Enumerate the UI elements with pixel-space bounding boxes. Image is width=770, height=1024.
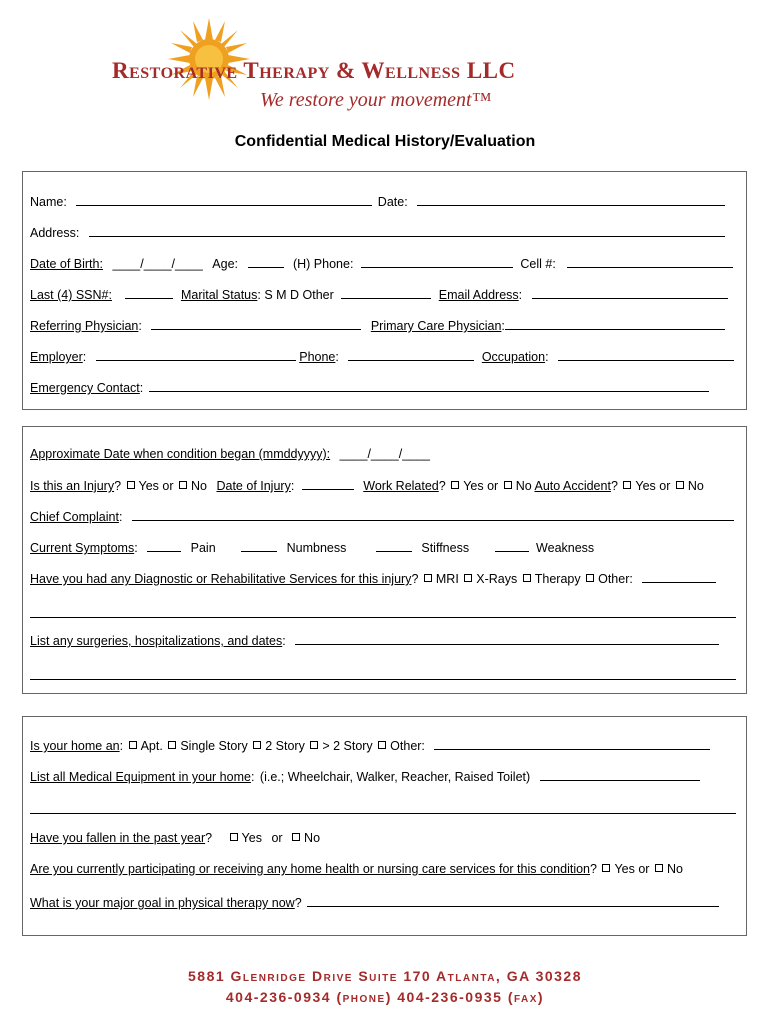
mri-label: MRI bbox=[435, 572, 459, 586]
diag-other-label: Other: bbox=[598, 572, 633, 586]
occupation-label: Occupation bbox=[481, 350, 546, 364]
home-type-row: Is your home an: Apt. Single Story 2 Story > 2 Story Other: bbox=[30, 738, 710, 754]
work-no-label: No bbox=[515, 479, 532, 493]
dob-row bbox=[30, 256, 733, 272]
footer-address: 5881 Glenridge Drive Suite 170 Atlanta, GA 30328 bbox=[188, 968, 582, 984]
weakness-label: Weakness bbox=[536, 541, 595, 555]
or-label: or bbox=[659, 479, 671, 493]
diag-extra-line[interactable] bbox=[30, 617, 736, 618]
equipment-example: (i.e.; Wheelchair, Walker, Reacher, Raised Toilet) bbox=[259, 770, 531, 784]
primary-label: Primary Care Physician bbox=[370, 319, 502, 333]
auto-no-checkbox[interactable] bbox=[676, 481, 684, 489]
name-field[interactable] bbox=[76, 194, 372, 206]
referring-label: Referring Physician bbox=[30, 319, 139, 333]
fallen-yes-label: Yes bbox=[241, 831, 262, 845]
approx-date-field[interactable]: ____/____/____ bbox=[339, 447, 431, 461]
age-field[interactable] bbox=[248, 256, 284, 268]
footer-phones: 404-236-0934 (phone) 404-236-0935 (fax) bbox=[225, 989, 545, 1005]
work-yes-checkbox[interactable] bbox=[451, 481, 459, 489]
injury-no-label: No bbox=[191, 479, 207, 493]
home-type-label: Is your home an bbox=[30, 739, 120, 753]
fallen-yes-checkbox[interactable] bbox=[230, 833, 238, 841]
or-label: or bbox=[162, 479, 174, 493]
physician-row: Referring Physician: Primary Care Physician: bbox=[30, 318, 725, 334]
or-label: or bbox=[271, 831, 283, 845]
cell-label: Cell #: bbox=[520, 257, 556, 271]
home-other-checkbox[interactable] bbox=[378, 741, 386, 749]
date-injury-field[interactable] bbox=[302, 478, 354, 490]
symptoms-label: Current Symptoms bbox=[30, 541, 135, 555]
ssn-label: Last (4) SSN#: bbox=[30, 288, 112, 302]
surgeries-label: List any surgeries, hospitalizations, and dates bbox=[30, 634, 283, 648]
pain-label: Pain bbox=[190, 541, 216, 555]
participating-no-label: No bbox=[666, 862, 683, 876]
equipment-row: List all Medical Equipment in your home: (i.e.; Wheelchair, Walker, Reacher, Raised Toilet) bbox=[30, 769, 700, 785]
personal-info-section bbox=[22, 171, 747, 410]
or-label: or bbox=[487, 479, 499, 493]
chief-field[interactable] bbox=[132, 509, 734, 521]
employer-field[interactable] bbox=[96, 349, 296, 361]
therapy-checkbox[interactable] bbox=[523, 574, 531, 582]
diag-other-field[interactable] bbox=[642, 571, 716, 583]
work-related-label: Work Related bbox=[363, 479, 439, 493]
equipment-field[interactable] bbox=[540, 769, 700, 781]
logo bbox=[0, 18, 770, 111]
ssn-row: Last (4) SSN#: Marital Status: S M D Other Email Address: bbox=[30, 287, 728, 303]
xray-checkbox[interactable] bbox=[464, 574, 472, 582]
numbness-field[interactable] bbox=[241, 540, 277, 552]
approx-date-label: Approximate Date when condition began (mmddyyyy): bbox=[30, 447, 331, 461]
stiffness-field[interactable] bbox=[376, 540, 412, 552]
address-row bbox=[30, 225, 725, 241]
goal-label: What is your major goal in physical therapy now bbox=[30, 896, 295, 910]
participating-yes-checkbox[interactable] bbox=[602, 864, 610, 872]
marital-other-field[interactable] bbox=[341, 287, 431, 299]
injury-yes-checkbox[interactable] bbox=[127, 481, 135, 489]
surgeries-field[interactable] bbox=[295, 633, 719, 645]
home-other-field[interactable] bbox=[434, 738, 710, 750]
marital-label: Marital Status bbox=[180, 288, 258, 302]
stiffness-label: Stiffness bbox=[421, 541, 470, 555]
injury-row: Is this an Injury? Yes or No Date of Injury: Work Related? Yes or No Auto Accident? Yes or No bbox=[30, 479, 704, 493]
name-row bbox=[30, 194, 725, 210]
fallen-row: Have you fallen in the past year? Yes or No bbox=[30, 831, 321, 845]
work-no-checkbox[interactable] bbox=[504, 481, 512, 489]
auto-yes-label: Yes bbox=[635, 479, 656, 493]
home-phone-field[interactable] bbox=[361, 256, 513, 268]
goal-field[interactable] bbox=[307, 895, 719, 907]
home-phone-label: (H) Phone: bbox=[292, 257, 354, 271]
email-label: Email Address bbox=[438, 288, 519, 302]
home-other-label: Other: bbox=[390, 739, 425, 753]
injury-label: Is this an Injury bbox=[30, 479, 115, 493]
auto-accident-label: Auto Accident bbox=[534, 479, 611, 493]
surgeries-extra-line[interactable] bbox=[30, 679, 736, 680]
occupation-field[interactable] bbox=[558, 349, 734, 361]
numbness-label: Numbness bbox=[286, 541, 347, 555]
chief-row: Chief Complaint: bbox=[30, 509, 734, 525]
marital-options: : S M D Other bbox=[257, 288, 334, 302]
date-label: Date: bbox=[377, 195, 408, 209]
emergency-field[interactable] bbox=[149, 380, 709, 392]
gt2-story-checkbox[interactable] bbox=[310, 741, 318, 749]
symptoms-row: Current Symptoms: Pain Numbness Stiffness Weakness bbox=[30, 541, 595, 555]
participating-label: Are you currently participating or receiving any home health or nursing care services for this condition bbox=[30, 862, 590, 876]
name-label: Name: bbox=[30, 195, 67, 209]
work-yes-label: Yes bbox=[463, 479, 484, 493]
or-label: or bbox=[638, 862, 650, 876]
email-field[interactable] bbox=[532, 287, 728, 299]
referring-field[interactable] bbox=[151, 318, 361, 330]
employer-label: Employer bbox=[30, 350, 83, 364]
participating-no-checkbox[interactable] bbox=[655, 864, 663, 872]
diagnostic-label: Have you had any Diagnostic or Rehabilitative Services for this injury bbox=[30, 572, 412, 586]
two-story-checkbox[interactable] bbox=[253, 741, 261, 749]
injury-yes-label: Yes bbox=[138, 479, 159, 493]
address-label: Address: bbox=[30, 226, 80, 240]
date-injury-label: Date of Injury bbox=[216, 479, 291, 493]
employer-row: Employer: Phone: Occupation: bbox=[30, 349, 734, 365]
company-tagline: We restore your movement™ bbox=[260, 89, 492, 111]
date-field[interactable] bbox=[417, 194, 725, 206]
apt-checkbox[interactable] bbox=[129, 741, 137, 749]
home-section bbox=[22, 716, 747, 936]
diag-other-checkbox[interactable] bbox=[586, 574, 594, 582]
single-story-label: Single Story bbox=[180, 739, 248, 753]
chief-label: Chief Complaint bbox=[30, 510, 119, 524]
participating-row: Are you currently participating or receiving any home health or nursing care services for this condition? Yes or No bbox=[30, 862, 683, 876]
dob-field[interactable]: ____/____/____ bbox=[112, 257, 203, 271]
diagnostic-row: Have you had any Diagnostic or Rehabilitative Services for this injury? MRI X-Rays Therapy Other: bbox=[30, 571, 716, 587]
approx-date-row bbox=[30, 447, 430, 462]
emergency-label: Emergency Contact bbox=[30, 381, 140, 395]
xray-label: X-Rays bbox=[476, 572, 518, 586]
gt2-story-label: > 2 Story bbox=[322, 739, 373, 753]
company-name: Restorative Therapy & Wellness LLC bbox=[112, 58, 516, 83]
injury-no-checkbox[interactable] bbox=[179, 481, 187, 489]
dob-label: Date of Birth: bbox=[30, 257, 103, 271]
mri-checkbox[interactable] bbox=[424, 574, 432, 582]
page-title: Confidential Medical History/Evaluation bbox=[234, 133, 536, 150]
two-story-label: 2 Story bbox=[265, 739, 305, 753]
address-field[interactable] bbox=[89, 225, 725, 237]
pain-field[interactable] bbox=[147, 540, 181, 552]
participating-yes-label: Yes bbox=[614, 862, 635, 876]
emergency-row: Emergency Contact: bbox=[30, 380, 709, 396]
auto-yes-checkbox[interactable] bbox=[623, 481, 631, 489]
single-story-checkbox[interactable] bbox=[168, 741, 176, 749]
fallen-no-checkbox[interactable] bbox=[292, 833, 300, 841]
ssn-field[interactable] bbox=[125, 287, 173, 299]
phone-field[interactable] bbox=[348, 349, 474, 361]
surgeries-row: List any surgeries, hospitalizations, and dates: bbox=[30, 633, 719, 649]
primary-field[interactable] bbox=[505, 318, 725, 330]
goal-row: What is your major goal in physical therapy now? bbox=[30, 895, 719, 911]
fallen-label: Have you fallen in the past year bbox=[30, 831, 206, 845]
auto-no-label: No bbox=[687, 479, 704, 493]
equipment-label: List all Medical Equipment in your home bbox=[30, 770, 251, 784]
condition-section bbox=[22, 426, 747, 694]
age-label: Age: bbox=[212, 257, 239, 271]
cell-field[interactable] bbox=[567, 256, 733, 268]
equipment-extra-line[interactable] bbox=[30, 813, 736, 814]
fallen-no-label: No bbox=[304, 831, 321, 845]
phone-label: Phone bbox=[299, 350, 336, 364]
therapy-label: Therapy bbox=[534, 572, 581, 586]
apt-label: Apt. bbox=[140, 739, 163, 753]
weakness-field[interactable] bbox=[495, 540, 529, 552]
